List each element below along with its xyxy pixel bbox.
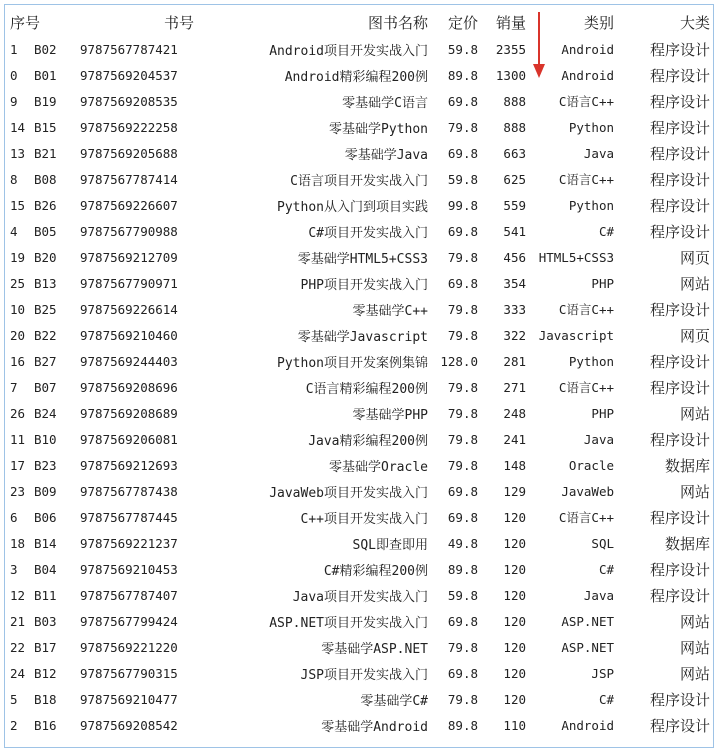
category: C语言C++ [558, 94, 614, 109]
table-row [6, 530, 716, 556]
sales: 148 [503, 457, 526, 473]
isbn: 9787569212709 [80, 249, 178, 265]
category: C语言C++ [558, 510, 614, 525]
price: 89.8 [447, 561, 478, 577]
price: 59.8 [447, 587, 478, 603]
category: Python [568, 119, 614, 135]
sales: 888 [503, 93, 526, 109]
major-category: 程序设计 [649, 508, 710, 527]
book-title: 零基础学Oracle [329, 459, 428, 475]
sales: 322 [503, 327, 526, 343]
book-code: B09 [34, 483, 57, 499]
sales: 120 [503, 691, 526, 707]
row-index: 14 [10, 119, 26, 135]
book-code: B24 [34, 405, 57, 421]
table-body [6, 36, 716, 738]
major-category: 网站 [679, 664, 710, 683]
sales: 541 [503, 223, 526, 239]
major-category: 程序设计 [649, 222, 710, 241]
major-category: 网页 [679, 248, 710, 267]
isbn: 9787567787445 [80, 509, 178, 525]
book-title: JavaWeb项目开发实战入门 [269, 485, 428, 501]
row-index: 11 [10, 431, 26, 447]
price: 99.8 [447, 197, 478, 213]
isbn: 9787569210460 [80, 327, 178, 343]
price: 89.8 [447, 67, 478, 83]
table-row [6, 36, 716, 62]
header-category: 类别 [583, 13, 614, 32]
book-title: 零基础学Javascript [297, 329, 428, 345]
book-code: B18 [34, 691, 57, 707]
price: 59.8 [447, 41, 478, 57]
price: 69.8 [447, 145, 478, 161]
book-title: C#精彩编程200例 [323, 563, 428, 579]
row-index: 0 [10, 67, 18, 83]
price: 69.8 [447, 275, 478, 291]
isbn: 9787569212693 [80, 457, 178, 473]
book-code: B03 [34, 613, 57, 629]
row-index: 16 [10, 353, 26, 369]
book-title: 零基础学Java [344, 147, 428, 163]
book-code: B06 [34, 509, 57, 525]
category: Android [561, 717, 614, 733]
major-category: 网站 [679, 612, 710, 631]
major-category: 网站 [679, 638, 710, 657]
sales: 271 [503, 379, 526, 395]
major-category: 程序设计 [649, 690, 710, 709]
major-category: 程序设计 [649, 300, 710, 319]
row-index: 25 [10, 275, 26, 291]
book-code: B05 [34, 223, 57, 239]
book-title: 零基础学ASP.NET [321, 641, 428, 657]
category: Java [583, 431, 614, 447]
book-title: Android精彩编程200例 [284, 69, 428, 85]
sales: 120 [503, 535, 526, 551]
book-title: 零基础学C# [360, 693, 428, 709]
book-code: B23 [34, 457, 57, 473]
isbn: 9787569210477 [80, 691, 178, 707]
header-sales: 销量 [495, 13, 526, 32]
book-code: B27 [34, 353, 57, 369]
book-code: B15 [34, 119, 57, 135]
sales: 625 [503, 171, 526, 187]
row-index: 6 [10, 509, 18, 525]
category: C# [598, 561, 614, 577]
row-index: 3 [10, 561, 18, 577]
major-category: 程序设计 [649, 66, 710, 85]
price: 49.8 [447, 535, 478, 551]
major-category: 程序设计 [649, 144, 710, 163]
isbn: 9787569222258 [80, 119, 178, 135]
row-index: 23 [10, 483, 26, 499]
table-row [6, 218, 716, 244]
price: 69.8 [447, 93, 478, 109]
books-table [6, 8, 716, 738]
isbn: 9787569221220 [80, 639, 178, 655]
row-index: 10 [10, 301, 26, 317]
book-code: B01 [34, 67, 57, 83]
category: C语言C++ [558, 380, 614, 395]
table-row [6, 504, 716, 530]
book-code: B04 [34, 561, 57, 577]
sales: 456 [503, 249, 526, 265]
price: 79.8 [447, 457, 478, 473]
isbn: 9787569226607 [80, 197, 178, 213]
table-row [6, 296, 716, 322]
price: 79.8 [447, 639, 478, 655]
category: Java [583, 145, 614, 161]
book-code: B20 [34, 249, 57, 265]
table-row [6, 478, 716, 504]
book-code: B22 [34, 327, 57, 343]
table-row [6, 244, 716, 270]
price: 79.8 [447, 327, 478, 343]
major-category: 程序设计 [649, 560, 710, 579]
price: 69.8 [447, 509, 478, 525]
major-category: 网站 [679, 482, 710, 501]
major-category: 程序设计 [649, 118, 710, 137]
book-title: C++项目开发实战入门 [300, 511, 428, 527]
book-code: B02 [34, 41, 57, 57]
isbn: 9787569210453 [80, 561, 178, 577]
isbn: 9787569206081 [80, 431, 178, 447]
book-title: 零基础学C语言 [342, 95, 428, 111]
row-index: 13 [10, 145, 26, 161]
row-index: 24 [10, 665, 26, 681]
major-category: 程序设计 [649, 352, 710, 371]
isbn: 9787569244403 [80, 353, 178, 369]
sales: 888 [503, 119, 526, 135]
sales: 120 [503, 587, 526, 603]
header-title: 图书名称 [367, 13, 428, 32]
category: Javascript [538, 327, 614, 343]
category: C语言C++ [558, 302, 614, 317]
book-code: B25 [34, 301, 57, 317]
table-row [6, 88, 716, 114]
sales: 110 [503, 717, 526, 733]
major-category: 网站 [679, 404, 710, 423]
book-title: ASP.NET项目开发实战入门 [269, 615, 428, 631]
table-row [6, 140, 716, 166]
category: Python [568, 197, 614, 213]
isbn: 9787567787438 [80, 483, 178, 499]
row-index: 5 [10, 691, 18, 707]
row-index: 15 [10, 197, 26, 213]
row-index: 20 [10, 327, 26, 343]
header-row [6, 8, 716, 36]
sales: 248 [503, 405, 526, 421]
price: 79.8 [447, 379, 478, 395]
row-index: 7 [10, 379, 18, 395]
table-row [6, 348, 716, 374]
book-code: B11 [34, 587, 57, 603]
isbn: 9787567787407 [80, 587, 178, 603]
isbn: 9787569208689 [80, 405, 178, 421]
book-title: 零基础学Python [329, 121, 428, 137]
sales: 281 [503, 353, 526, 369]
category: PHP [591, 275, 614, 291]
book-title: Android项目开发实战入门 [269, 43, 428, 59]
isbn: 9787567790315 [80, 665, 178, 681]
book-title: PHP项目开发实战入门 [300, 277, 428, 293]
book-code: B12 [34, 665, 57, 681]
isbn: 9787569221237 [80, 535, 178, 551]
table-row [6, 270, 716, 296]
isbn: 9787567787421 [80, 41, 178, 57]
book-title: C语言精彩编程200例 [305, 381, 428, 397]
book-code: B26 [34, 197, 57, 213]
sales: 120 [503, 613, 526, 629]
row-index: 8 [10, 171, 18, 187]
table-row [6, 426, 716, 452]
book-title: C语言项目开发实战入门 [290, 173, 428, 189]
book-title: 零基础学PHP [352, 407, 428, 423]
isbn: 9787567799424 [80, 613, 178, 629]
price: 79.8 [447, 431, 478, 447]
book-code: B13 [34, 275, 57, 291]
major-category: 程序设计 [649, 40, 710, 59]
price: 79.8 [447, 405, 478, 421]
isbn: 9787567790971 [80, 275, 178, 291]
book-title: 零基础学C++ [352, 303, 428, 319]
row-index: 1 [10, 41, 18, 57]
major-category: 网站 [679, 274, 710, 293]
book-code: B19 [34, 93, 57, 109]
table-row [6, 166, 716, 192]
category: Android [561, 41, 614, 57]
price: 69.8 [447, 665, 478, 681]
row-index: 22 [10, 639, 26, 655]
isbn: 9787569208542 [80, 717, 178, 733]
row-index: 9 [10, 93, 18, 109]
book-code: B10 [34, 431, 57, 447]
row-index: 17 [10, 457, 26, 473]
table-row [6, 452, 716, 478]
book-code: B08 [34, 171, 57, 187]
row-index: 18 [10, 535, 26, 551]
isbn: 9787569205688 [80, 145, 178, 161]
book-code: B21 [34, 145, 57, 161]
book-title: 零基础学HTML5+CSS3 [297, 251, 428, 267]
sales: 1300 [495, 67, 526, 83]
table-row [6, 608, 716, 634]
sales: 120 [503, 509, 526, 525]
category: C语言C++ [558, 172, 614, 187]
sales: 241 [503, 431, 526, 447]
category: Python [568, 353, 614, 369]
sales: 663 [503, 145, 526, 161]
book-title: Python从入门到项目实践 [277, 199, 428, 215]
category: Android [561, 67, 614, 83]
table-row [6, 374, 716, 400]
price: 69.8 [447, 613, 478, 629]
row-index: 2 [10, 717, 18, 733]
header-major: 大类 [679, 13, 710, 32]
sales: 129 [503, 483, 526, 499]
major-category: 程序设计 [649, 196, 710, 215]
sales: 2355 [495, 41, 526, 57]
row-index: 12 [10, 587, 26, 603]
major-category: 程序设计 [649, 716, 710, 735]
category: JSP [591, 665, 614, 681]
book-title: JSP项目开发实战入门 [300, 667, 428, 683]
category: C# [598, 223, 614, 239]
table-row [6, 712, 716, 738]
price: 89.8 [447, 717, 478, 733]
header-price: 定价 [447, 13, 478, 32]
book-title: 零基础学Android [321, 719, 428, 735]
category: Java [583, 587, 614, 603]
row-index: 4 [10, 223, 18, 239]
major-category: 程序设计 [649, 430, 710, 449]
sales: 559 [503, 197, 526, 213]
down-arrow-icon [533, 12, 545, 78]
category: JavaWeb [561, 483, 614, 499]
sales: 120 [503, 639, 526, 655]
major-category: 数据库 [664, 534, 710, 553]
sales: 333 [503, 301, 526, 317]
price: 79.8 [447, 301, 478, 317]
header-index: 序号 [10, 13, 41, 32]
table-row [6, 686, 716, 712]
category: SQL [591, 535, 614, 551]
category: HTML5+CSS3 [538, 249, 614, 265]
isbn: 9787567790988 [80, 223, 178, 239]
price: 69.8 [447, 483, 478, 499]
price: 79.8 [447, 119, 478, 135]
sales: 120 [503, 665, 526, 681]
book-title: Python项目开发案例集锦 [277, 355, 428, 371]
category: C# [598, 691, 614, 707]
row-index: 26 [10, 405, 26, 421]
price: 128.0 [440, 353, 478, 369]
book-code: B17 [34, 639, 57, 655]
sales: 120 [503, 561, 526, 577]
major-category: 数据库 [664, 456, 710, 475]
price: 69.8 [447, 223, 478, 239]
major-category: 程序设计 [649, 378, 710, 397]
isbn: 9787567787414 [80, 171, 178, 187]
major-category: 程序设计 [649, 92, 710, 111]
row-index: 19 [10, 249, 26, 265]
table-row [6, 400, 716, 426]
isbn: 9787569226614 [80, 301, 178, 317]
sales: 354 [503, 275, 526, 291]
major-category: 程序设计 [649, 170, 710, 189]
book-code: B07 [34, 379, 57, 395]
table-row [6, 114, 716, 140]
category: Oracle [568, 457, 614, 473]
major-category: 程序设计 [649, 586, 710, 605]
category: ASP.NET [561, 639, 614, 655]
table-row [6, 322, 716, 348]
price: 79.8 [447, 249, 478, 265]
category: ASP.NET [561, 613, 614, 629]
book-title: Java项目开发实战入门 [292, 589, 428, 605]
table-row [6, 634, 716, 660]
table-row [6, 582, 716, 608]
price: 59.8 [447, 171, 478, 187]
isbn: 9787569204537 [80, 67, 178, 83]
book-title: Java精彩编程200例 [308, 433, 428, 449]
table-row [6, 62, 716, 88]
table-row [6, 192, 716, 218]
major-category: 网页 [679, 326, 710, 345]
table-row [6, 660, 716, 686]
book-title: C#项目开发实战入门 [308, 225, 428, 241]
book-code: B14 [34, 535, 57, 551]
isbn: 9787569208696 [80, 379, 178, 395]
table-row [6, 556, 716, 582]
header-isbn: 书号 [163, 13, 194, 32]
isbn: 9787569208535 [80, 93, 178, 109]
book-title: SQL即查即用 [352, 537, 428, 553]
category: PHP [591, 405, 614, 421]
header-spacer [34, 8, 80, 36]
row-index: 21 [10, 613, 26, 629]
price: 79.8 [447, 691, 478, 707]
book-code: B16 [34, 717, 57, 733]
